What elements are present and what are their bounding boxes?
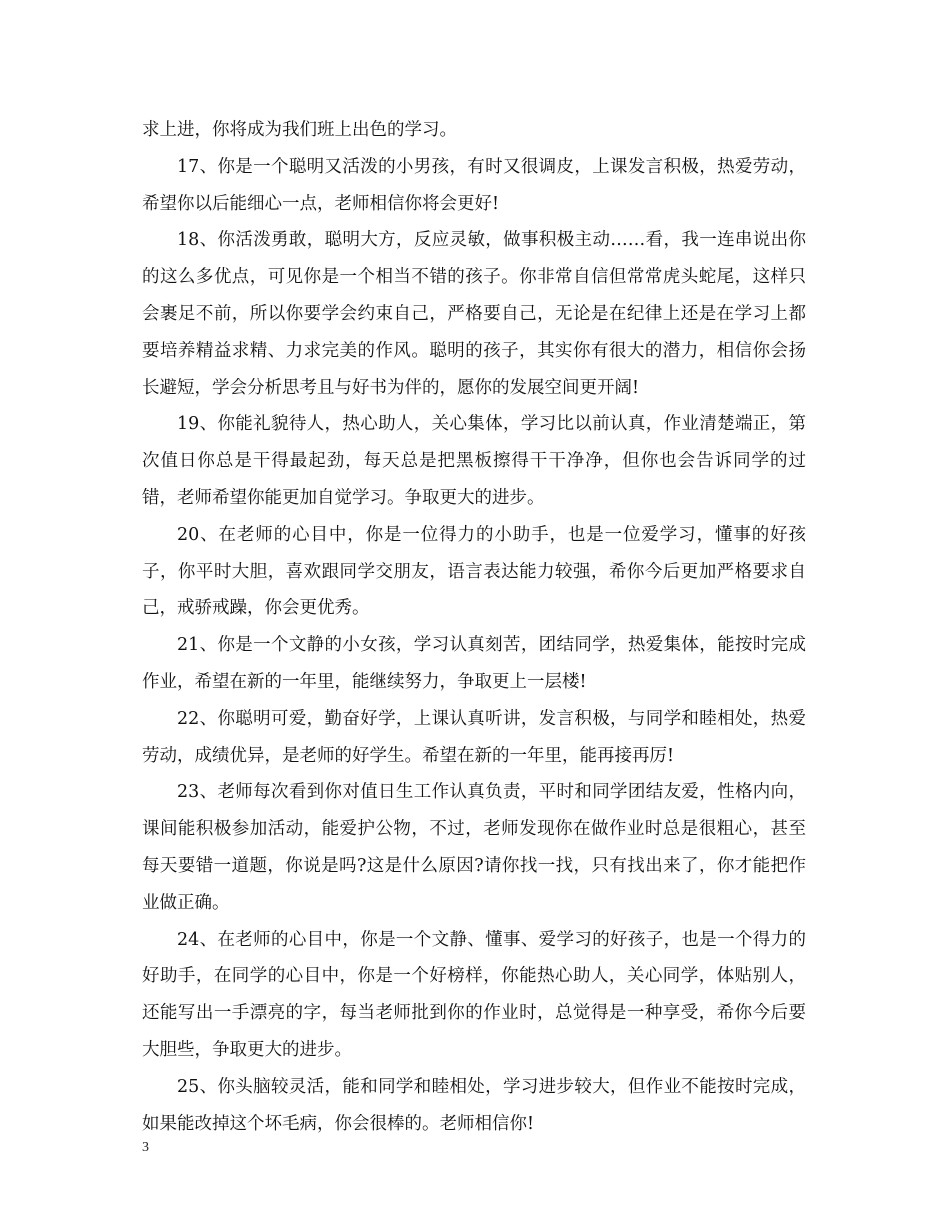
paragraph-comment-23: 23、老师每次看到你对值日生工作认真负责，平时和同学团结友爱，性格内向，课间能积极参加活动，能爱护公物，不过，老师发现你在做作业时总是很粗心，甚至每天要错一道题，你说是吗?这是什么原因?请你找一找，只有找出来了，你才能把作业做正确。 — [142, 782, 806, 913]
paragraph-comment-24: 24、在老师的心目中，你是一个文静、懂事、爱学习的好孩子，也是一个得力的好助手，在同学的心目中，你是一个好榜样，你能热心助人，关心同学，体贴别人，还能写出一手漂亮的字，每当老师批到你的作业时，总觉得是一种享受，希你今后要大胆些，争取更大的进步。 — [142, 929, 806, 1060]
paragraph-comment-21: 21、你是一个文静的小女孩，学习认真刻苦，团结同学，热爱集体，能按时完成作业，希望在新的一年里，能继续努力，争取更上一层楼! — [142, 635, 806, 692]
page-number: 3 — [142, 1140, 149, 1155]
paragraph-comment-17: 17、你是一个聪明又活泼的小男孩，有时又很调皮，上课发言积极，热爱劳动，希望你以后能细心一点，老师相信你将会更好! — [142, 156, 806, 214]
paragraph-comment-19: 19、你能礼貌待人，热心助人，关心集体，学习比以前认真，作业清楚端正，第次值日你总是干得最起劲，每天总是把黑板擦得干干净净，但你也会告诉同学的过错，老师希望你能更加自觉学习。争取更大的进步。 — [142, 414, 806, 508]
paragraph-comment-22: 22、你聪明可爱，勤奋好学，上课认真听讲，发言积极，与同学和睦相处，热爱劳动，成绩优异，是老师的好学生。希望在新的一年里，能再接再厉! — [142, 708, 806, 766]
paragraph-comment-20: 20、在老师的心目中，你是一位得力的小助手，也是一位爱学习，懂事的好孩子，你平时大胆，喜欢跟同学交朋友，语言表达能力较强，希你今后更加严格要求自己，戒骄戒躁，你会更优秀。 — [142, 524, 806, 619]
paragraph-comment-18: 18、你活泼勇敢，聪明大方，反应灵敏，做事积极主动……看，我一连串说出你的这么多优点，可见你是一个相当不错的孩子。你非常自信但常常虎头蛇尾，这样只会裹足不前，所以你要学会约束自己，严格要自己，无论是在纪律上还是在学习上都要培养精益求精、力求完美的作风。聪明的孩子，其实你有很大的潜力，相信你会扬长避短，学会分析思考且与好书为伴的，愿你的发展空间更开阔! — [142, 230, 806, 398]
paragraph-comment-25: 25、你头脑较灵活，能和同学和睦相处，学习进步较大，但作业不能按时完成，如果能改掉这个坏毛病，你会很棒的。老师相信你! — [142, 1076, 806, 1134]
document-body — [142, 112, 806, 1142]
paragraph-continuation: 求上进，你将成为我们班上出色的学习。 — [142, 120, 457, 140]
